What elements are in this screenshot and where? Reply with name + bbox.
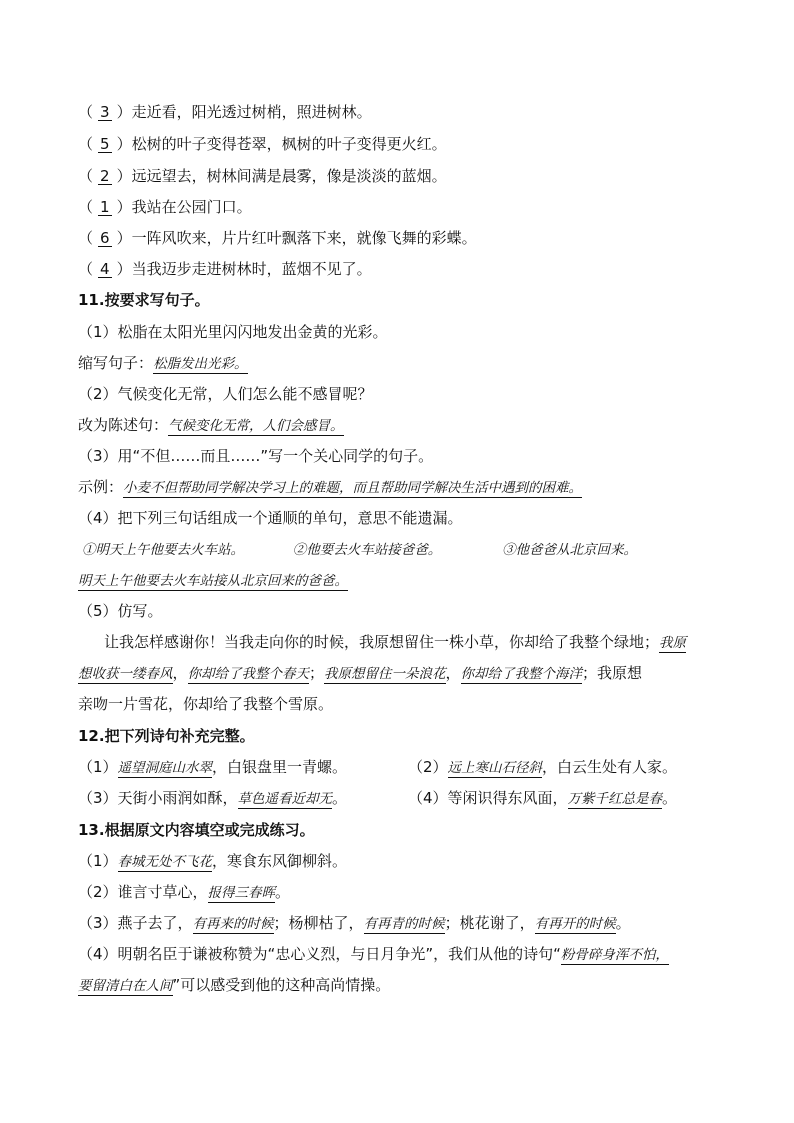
answer: 要留清白在人间 xyxy=(78,978,173,994)
answer: 我原想留住一朵浪花 xyxy=(324,666,446,682)
sentence-1: ①明天上午他要去火车站。 xyxy=(82,542,244,558)
order-item: （ 6 ）一阵风吹来，片片红叶飘落下来，就像飞舞的彩蝶。 xyxy=(78,229,477,247)
fill-line: （2）谁言寸草心，报得三春晖。 xyxy=(78,883,291,901)
paragraph-line: 想收获一缕春风，你却给了我整个春天；我原想留住一朵浪花，你却给了我整个海洋；我原想 xyxy=(78,664,643,682)
answer: 你却给了我整个海洋 xyxy=(460,666,583,682)
answer-line: 改为陈述句：气候变化无常，人们会感冒。 xyxy=(78,416,344,434)
answer: 有再青的时候 xyxy=(363,916,445,932)
answer: 松脂发出光彩。 xyxy=(153,356,248,372)
question-part: （4）把下列三句话组成一个通顺的单句，意思不能遗漏。 xyxy=(78,509,463,527)
sentence-2: ②他要去火车站接爸爸。 xyxy=(292,542,442,558)
answer: 气候变化无常，人们会感冒。 xyxy=(168,418,344,434)
question-part: （1）松脂在太阳光里闪闪地发出金黄的光彩。 xyxy=(78,323,388,341)
question-title: 13.根据原文内容填空或完成练习。 xyxy=(78,821,315,839)
question-part: （3）用“不但……而且……”写一个关心同学的句子。 xyxy=(78,447,434,465)
answer-line: 示例：小麦不但帮助同学解决学习上的难题，而且帮助同学解决生活中遇到的困难。 xyxy=(78,478,583,496)
answer: 我原 xyxy=(659,635,687,651)
sentence-3: ③他爸爸从北京回来。 xyxy=(502,542,638,558)
sentence-list xyxy=(82,539,637,560)
order-number: 3 xyxy=(98,104,112,121)
paragraph-line: 亲吻一片雪花，你却给了我整个雪原。 xyxy=(78,695,334,713)
poem-line: （2）远上寒山石径斜，白云生处有人家。 xyxy=(408,758,678,776)
fill-line: （1）春城无处不飞花，寒食东风御柳斜。 xyxy=(78,852,348,870)
answer: 想收获一缕春风 xyxy=(78,666,173,682)
order-number: 6 xyxy=(98,230,112,247)
order-number: 5 xyxy=(98,136,112,153)
answer: 有再来的时候 xyxy=(192,916,274,932)
answer: 粉骨碎身浑不怕， xyxy=(560,947,669,963)
poem-line: （3）天街小雨润如酥，草色遥看近却无。 xyxy=(78,789,348,807)
order-number: 1 xyxy=(98,199,112,216)
poem-line: （1）遥望洞庭山水翠，白银盘里一青螺。 xyxy=(78,758,348,776)
answer: 春城无处不飞花 xyxy=(117,854,213,870)
answer: 远上寒山石径斜 xyxy=(447,760,543,776)
fill-line: 要留清白在人间”可以感受到他的这种高尚情操。 xyxy=(78,976,391,994)
order-number: 4 xyxy=(98,261,112,278)
answer: 报得三春晖 xyxy=(207,885,276,901)
poem-line: （4）等闲识得东风面，万紫千红总是春。 xyxy=(408,789,678,807)
order-item: （ 3 ）走近看，阳光透过树梢，照进树林。 xyxy=(78,103,372,121)
question-title: 11.按要求写句子。 xyxy=(78,291,210,309)
question-title: 12.把下列诗句补充完整。 xyxy=(78,727,255,745)
question-part: （5）仿写。 xyxy=(78,602,163,620)
fill-line: （3）燕子去了，有再来的时候；杨柳枯了，有再青的时候；桃花谢了，有再开的时候。 xyxy=(78,914,631,932)
order-item: （ 1 ）我站在公园门口。 xyxy=(78,198,252,216)
order-number: 2 xyxy=(98,168,112,185)
paragraph-line: 让我怎样感谢你！当我走向你的时候，我原想留住一株小草，你却给了我整个绿地；我原 xyxy=(104,633,687,651)
order-item: （ 2 ）远远望去，树林间满是晨雾，像是淡淡的蓝烟。 xyxy=(78,167,447,185)
answer: 小麦不但帮助同学解决学习上的难题，而且帮助同学解决生活中遇到的困难。 xyxy=(123,480,583,496)
answer: 遥望洞庭山水翠 xyxy=(117,760,213,776)
answer: 你却给了我整个春天 xyxy=(187,666,310,682)
order-item: （ 5 ）松树的叶子变得苍翠，枫树的叶子变得更火红。 xyxy=(78,135,447,153)
answer-line: 缩写句子：松脂发出光彩。 xyxy=(78,354,248,372)
fill-line: （4）明朝名臣于谦被称赞为“忠心义烈，与日月争光”，我们从他的诗句“粉骨碎身浑不怕， xyxy=(78,945,669,963)
order-item: （ 4 ）当我迈步走进树林时，蓝烟不见了。 xyxy=(78,260,372,278)
answer: 草色遥看近却无 xyxy=(237,791,333,807)
answer: 明天上午他要去火车站接从北京回来的爸爸。 xyxy=(78,573,348,589)
answer: 万紫千红总是春 xyxy=(567,791,663,807)
answer: 有再开的时候 xyxy=(534,916,616,932)
question-part: （2）气候变化无常，人们怎么能不感冒呢？ xyxy=(78,385,373,403)
answer-line xyxy=(78,570,348,591)
